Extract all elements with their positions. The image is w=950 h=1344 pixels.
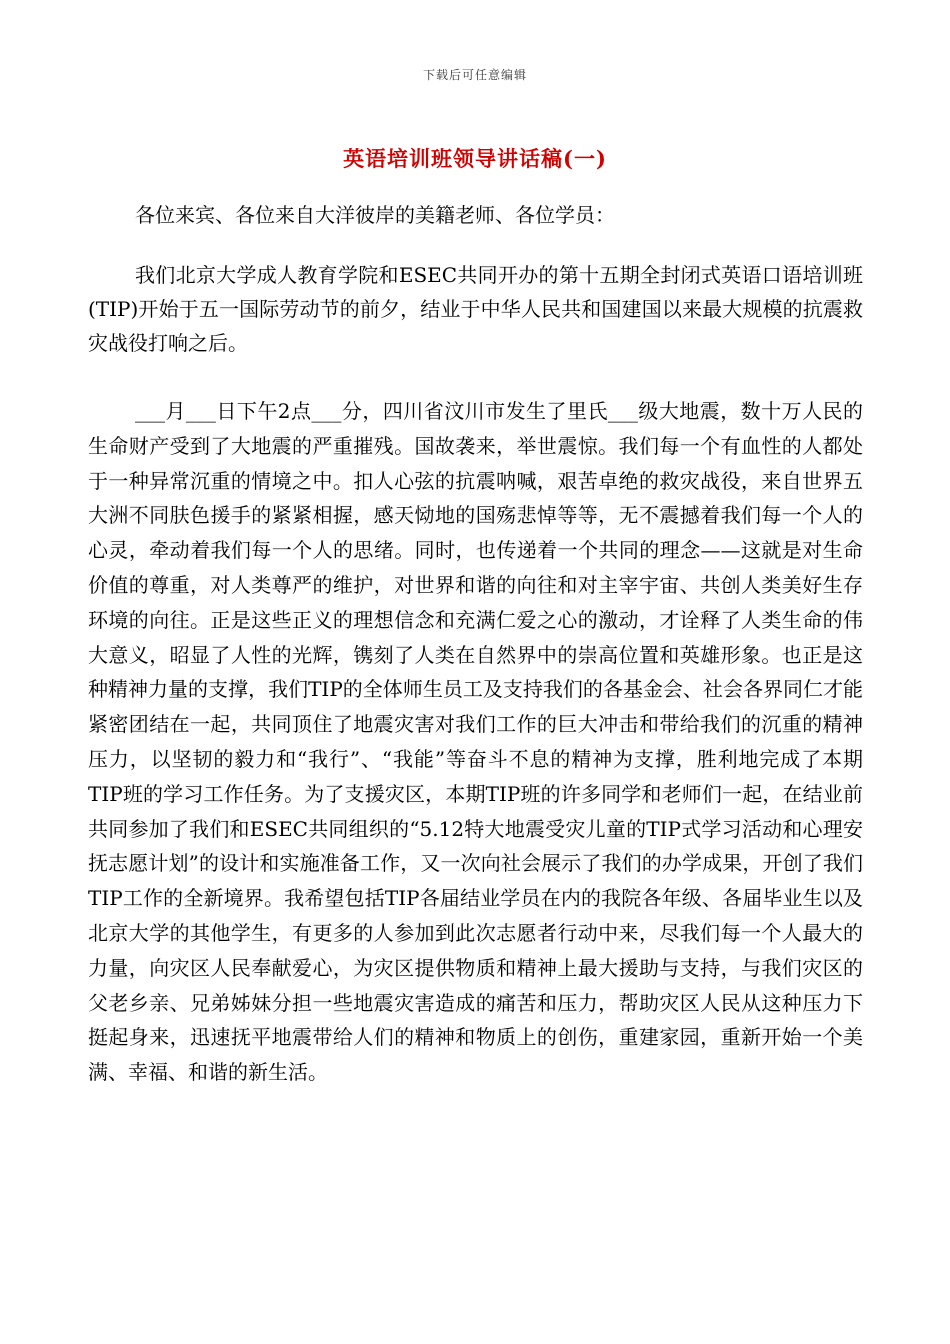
paragraph-2: ___月___日下午2点___分，四川省汶川市发生了里氏___级大地震，数十万人民的生命财产受到了大地震的严重摧残。国故袭来，举世震惊。我们每一个有血性的人都处于一种异常沉重的情境之中。扣人心弦的抗震呐喊，艰苦卓绝的救灾战役，来自世界五大洲不同肤色援手的紧紧相握，感天恸地的国殇悲悼等等，无不震撼着我们每一个人的心灵，牵动着我们每一个人的思绪。同时，也传递着一个共同的理念——这就是对生命价值的尊重，对人类尊严的维护，对世界和谐的向往和对主宰宇宙、共创人类美好生存环境的向往。正是这些正义的理想信念和充满仁爱之心的激动，才诠释了人类生命的伟大意义，昭显了人性的光辉，镌刻了人类在自然界中的崇高位置和英雄形象。也正是这种精神力量的支撑，我们TIP的全体师生员工及支持我们的各基金会、社会各界同仁才能紧密团结在一起，共同顶住了地震灾害对我们工作的巨大冲击和带给我们的沉重的精神压力，以坚韧的毅力和“我行”、“我能”等奋斗不息的精神为支撑，胜利地完成了本期TIP班的学习工作任务。为了支援灾区，本期TIP班的许多同学和老师们一起，在结业前共同参加了我们和ESEC共同组织的“5.12特大地震受灾儿童的TIP式学习活动和心理安抚志愿计划”的设计和实施准备工作，又一次向社会展示了我们的办学成果，开创了我们TIP工作的全新境界。我希望包括TIP各届结业学员在内的我院各年级、各届毕业生以及北京大学的其他学生，有更多的人参加到此次志愿者行动中来，尽我们每一个人最大的力量，向灾区人民奉献爱心，为灾区提供物质和精神上最大援助与支持，与我们灾区的父老乡亲、兄弟姊妹分担一些地震灾害造成的痛苦和压力，帮助灾区人民从这种压力下挺起身来，迅速抚平地震带给人们的精神和物质上的创伤，重建家园，重新开始一个美满、幸福、和谐的新生活。 — [88, 399, 863, 1085]
document-title: 英语培训班领导讲话稿(一) — [343, 146, 607, 171]
salutation: 各位来宾、各位来自大洋彼岸的美籍老师、各位学员： — [135, 203, 615, 227]
paragraph-1: 我们北京大学成人教育学院和ESEC共同开办的第十五期全封闭式英语口语培训班(TIP)开始于五一国际劳动节的前夕，结业于中华人民共和国建国以来最大规模的抗震救灾战役打响之后。 — [88, 263, 863, 355]
header-note: 下载后可任意编辑 — [422, 68, 527, 82]
